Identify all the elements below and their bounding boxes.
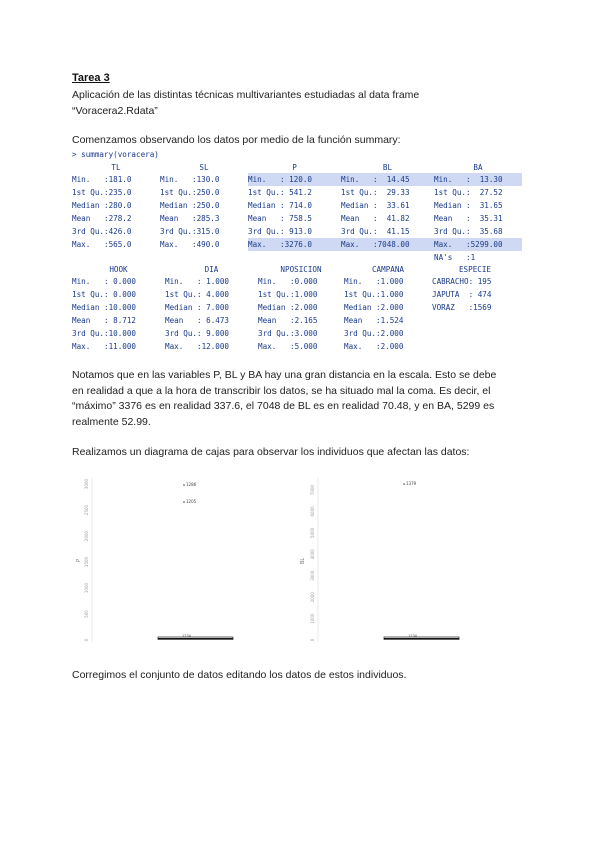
table-cell: Median :10.000 [72,303,137,312]
table-cell: 3rd Qu.: 41.15 [341,227,410,236]
page-title: Tarea 3 [72,72,110,84]
table-cell [432,340,518,353]
notes-line-1: Notamos que en las variables P, BL y BA hay una gran distancia en la escala. Esto se debe [72,369,497,381]
table-cell: Mean :285.3 [160,214,220,223]
table-cell [432,314,518,327]
table-cell: Median : 7.000 [165,303,230,312]
y-tick-label: 5000 [310,527,315,538]
table-cell: Median : 31.65 [434,201,503,210]
table-row [72,238,522,251]
table-cell: 3rd Qu.: 9.000 [165,329,230,338]
notes-line-3: “máximo” 3376 es en realidad 337.6, el 7048 de BL es en realidad 70.48, y en BA, 5299 es [72,400,495,412]
col-header: CAMPANA [371,264,404,274]
table-cell: 1st Qu.: 541.2 [248,188,313,197]
table-cell: Min. :181.0 [72,175,132,184]
table-cell: JAPUTA : 474 [432,290,492,299]
table-cell: Mean : 41.82 [341,214,410,223]
outlier-label: 1379 [406,481,417,486]
box-label: 1234 [182,634,191,638]
y-tick-label: 2500 [84,504,89,516]
y-tick-label: 1000 [310,613,315,624]
y-tick-label: 1000 [84,582,89,594]
r-command: > summary(voracera) [72,150,159,159]
table-cell: Mean :278.2 [72,214,132,223]
table-cell: Min. :130.0 [160,175,220,184]
y-tick-label: 0 [310,638,315,642]
table-row [72,212,522,225]
closing-text: Corregimos el conjunto de datos editando los datos de estos individuos. [72,669,407,681]
table-cell: 3rd Qu.:3.000 [258,329,318,338]
intro-line-2: “Voracera2.Rdata” [72,104,158,117]
table-cell: 1st Qu.: 27.52 [434,188,503,197]
table-cell: Max. :490.0 [160,240,220,249]
col-header: HOOK [109,264,128,274]
outlier-point [183,501,185,503]
y-tick-label: 2000 [310,592,315,603]
notes-paragraph [72,368,532,430]
table-cell: Max. :11.000 [72,342,137,351]
box-label: 1234 [408,634,417,638]
y-axis-label: BL [300,557,306,564]
table-cell: Min. : 14.45 [341,173,434,186]
table-cell: VORAZ :1569 [432,303,492,312]
table-cell: Median :250.0 [160,201,220,210]
table-cell: Median :280.0 [72,201,132,210]
y-tick-label: 3000 [84,478,89,490]
table-cell: Max. :3276.0 [248,238,341,251]
boxplot-bl [298,470,508,650]
table-cell: 1st Qu.:235.0 [72,188,132,197]
table-cell: Max. :565.0 [72,240,132,249]
col-header: TL [111,162,121,172]
table-cell: Min. : 120.0 [248,173,341,186]
table-cell: Min. : 1.000 [165,277,230,286]
table-header-row [72,161,522,173]
table-cell: 1st Qu.: 4.000 [165,290,230,299]
outlier-label: 1205 [186,499,197,504]
table-cell: CABRACHO: 195 [432,277,492,286]
table-cell: 3rd Qu.:426.0 [72,227,132,236]
intro-text [72,88,419,119]
table-cell: Median : 33.61 [341,201,410,210]
table-cell [432,327,518,340]
col-header: DIA [204,264,219,274]
table-cell: Mean : 35.31 [434,214,503,223]
table-row [72,288,518,301]
table-cell: NA's :1 [434,253,476,262]
col-header: BA [473,162,483,172]
table-cell: Mean : 8.712 [72,316,137,325]
notes-line-2: en realidad a que a la hora de transcribir los datos, se ha situado mal la coma. Es decir, el [72,384,491,397]
table-row [72,173,522,186]
table-cell: Mean : 6.473 [165,316,230,325]
intro-line-1: Aplicación de las distintas técnicas multivariantes estudiadas al data frame [72,89,420,101]
table-cell: 3rd Qu.:10.000 [72,329,137,338]
y-tick-label: 0 [84,638,89,642]
table-cell: 1st Qu.:1.000 [344,290,404,299]
table-row [72,186,522,199]
col-header: BL [382,162,393,172]
table-cell: Min. : 0.000 [72,277,137,286]
outlier-point [403,483,405,485]
table-cell: Median :2.000 [258,303,318,312]
outlier-point [183,484,185,486]
table-cell: 3rd Qu.:315.0 [160,227,220,236]
table-cell: 1st Qu.: 0.000 [72,290,137,299]
table-cell: Max. :5299.00 [434,238,522,251]
notes-line-4: realmente 52.99. [72,415,151,428]
table-cell: 1st Qu.: 29.33 [341,188,410,197]
col-header: P [292,162,297,172]
y-tick-label: 3000 [310,570,315,581]
table-cell: 1st Qu.:250.0 [160,188,220,197]
table-cell: 3rd Qu.: 35.68 [434,227,503,236]
table-cell: Mean :2.165 [258,316,318,325]
y-tick-label: 500 [84,610,89,618]
col-header: NPOSICION [280,264,322,274]
table-header-row [72,263,518,275]
table-row [72,301,518,314]
y-axis-label: P [76,558,82,562]
table-row [72,225,522,238]
table-cell: 1st Qu.:1.000 [258,290,318,299]
table-cell: Max. :12.000 [165,342,230,351]
table-cell: Max. :2.000 [344,342,404,351]
y-tick-label: 1500 [84,556,89,568]
table-cell: Mean : 758.5 [248,214,313,223]
outlier-label: 1286 [186,482,197,487]
table-cell: Median :2.000 [344,303,404,312]
boxplot-p [70,470,280,650]
table-cell: Min. : 13.30 [434,173,522,186]
y-tick-label: 2000 [84,530,89,542]
y-tick-label: 4000 [310,549,315,560]
table-cell: Max. :5.000 [258,342,318,351]
table-row [72,340,518,353]
summary-intro: Comenzamos observando los datos por medio de la función summary: [72,134,401,146]
col-header: ESPECIE [458,264,491,274]
table-cell: Mean :1.524 [344,316,404,325]
table-row [72,314,518,327]
table-row [72,327,518,340]
table-cell: 3rd Qu.: 913.0 [248,227,313,236]
y-tick-label: 6000 [310,506,315,517]
table-cell: Median : 714.0 [248,201,313,210]
table-row [72,199,522,212]
boxplot-intro: Realizamos un diagrama de cajas para observar los individuos que afectan las datos: [72,446,470,458]
table-cell: Max. :7048.00 [341,238,434,251]
summary-table-2 [72,263,518,353]
summary-table-1 [72,161,522,264]
table-cell: 3rd Qu.:2.000 [344,329,404,338]
y-tick-label: 7000 [310,484,315,496]
table-row [72,275,518,288]
col-header: SL [199,162,209,172]
table-cell: Min. :0.000 [258,277,318,286]
table-cell: Min. :1.000 [344,277,404,286]
